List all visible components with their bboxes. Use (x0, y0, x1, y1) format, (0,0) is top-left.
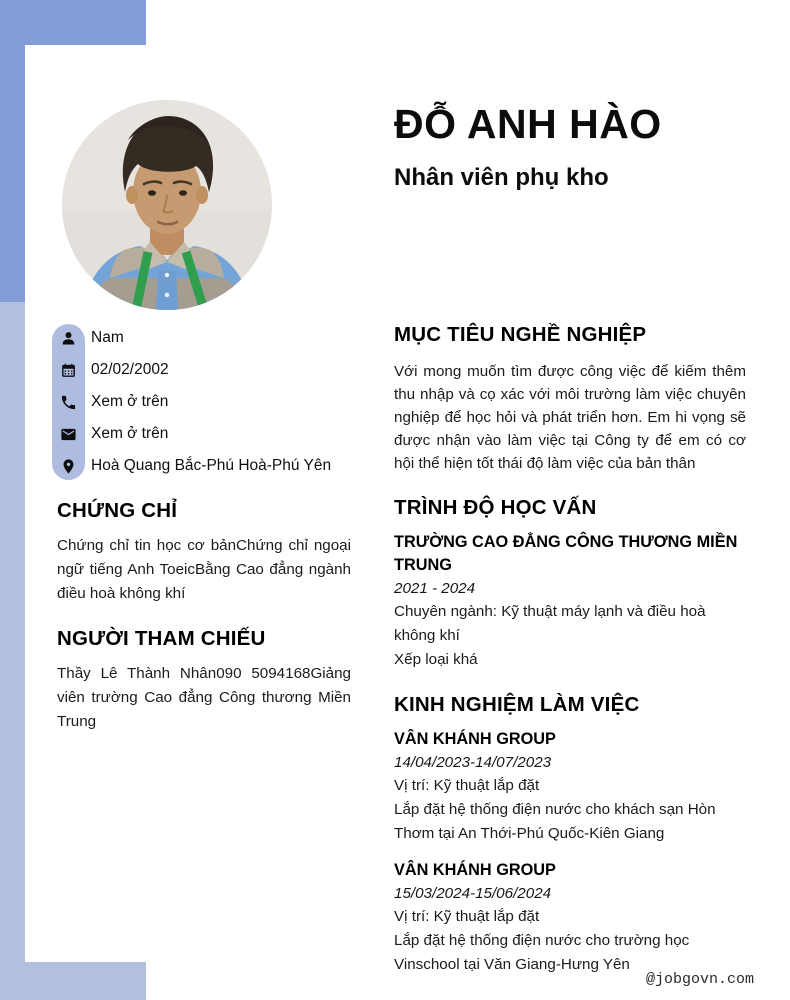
contact-value: Xem ở trên (91, 425, 169, 442)
phone-icon (52, 394, 85, 411)
job-position: Vị trí: Kỹ thuật lắp đặt (394, 777, 540, 794)
right-column (394, 322, 746, 977)
objective-body: Với mong muốn tìm được công việc để kiếm thêm thu nhập và cọ xác với môi trường làm việc chuyên nghiệp để học hỏi và phát triển hơn. Em hi vọng sẽ được nhận vào làm việc tại Công ty để em có cơ hội thể hiện tốt thái độ làm việc của bản thân (394, 363, 746, 472)
section-certificates (57, 498, 351, 606)
decoration-left-strip-top (0, 0, 25, 302)
references-heading: NGƯỜI THAM CHIẾU (57, 627, 266, 650)
section-objective (394, 322, 746, 475)
education-school: TRƯỜNG CAO ĐẲNG CÔNG THƯƠNG MIỀN TRUNG (394, 533, 738, 574)
section-education (394, 495, 746, 672)
header (394, 100, 764, 192)
job-position: Vị trí: Kỹ thuật lắp đặt (394, 908, 540, 925)
education-grade: Xếp loại khá (394, 651, 478, 668)
decoration-bottom-left-rect (0, 962, 146, 1000)
left-column (57, 498, 351, 734)
certificates-heading: CHỨNG CHỈ (57, 499, 178, 522)
education-major: Chuyên ngành: Kỹ thuật máy lạnh và điều hoà không khí (394, 603, 706, 644)
job-company: VÂN KHÁNH GROUP (394, 730, 556, 748)
calendar-icon (52, 362, 85, 379)
contact-info (52, 322, 382, 482)
profile-photo (62, 100, 272, 310)
certificates-body: Chứng chỉ tin học cơ bảnChứng chỉ ngoại ngữ tiếng Anh ToeicBằng Cao đẳng ngành điều hoà không khí (57, 537, 351, 602)
experience-job (394, 728, 746, 846)
contact-row-address (52, 450, 382, 482)
email-icon (52, 426, 85, 443)
contact-row-birthdate (52, 354, 382, 386)
education-period: 2021 - 2024 (394, 580, 476, 597)
watermark: @jobgovn.com (645, 971, 754, 988)
education-heading: TRÌNH ĐỘ HỌC VẤN (394, 496, 597, 519)
experience-job (394, 859, 746, 977)
job-company: VÂN KHÁNH GROUP (394, 861, 556, 879)
section-experience (394, 692, 746, 977)
contact-value: Nam (91, 329, 124, 346)
contact-value: 02/02/2002 (91, 361, 169, 378)
person-icon (52, 330, 85, 347)
job-period: 15/03/2024-15/06/2024 (394, 885, 552, 902)
contact-row-phone (52, 386, 382, 418)
contact-value: Hoà Quang Bắc-Phú Hoà-Phú Yên (91, 457, 332, 474)
candidate-job-title: Nhân viên phụ kho (394, 164, 609, 191)
job-description: Lắp đặt hệ thống điện nước cho trường học Vinschool tại Văn Giang-Hưng Yên (394, 932, 690, 973)
experience-heading: KINH NGHIỆM LÀM VIỆC (394, 693, 640, 716)
job-description: Lắp đặt hệ thống điện nước cho khách sạn Hòn Thơm tại An Thới-Phú Quốc-Kiên Giang (394, 801, 716, 842)
references-body: Thầy Lê Thành Nhân090 5094168Giảng viên trường Cao đẳng Công thương Miền Trung (57, 665, 351, 730)
job-period: 14/04/2023-14/07/2023 (394, 754, 552, 771)
candidate-name: ĐỖ ANH HÀO (394, 101, 662, 147)
location-icon (52, 458, 85, 475)
section-references (57, 626, 351, 734)
contact-row-email (52, 418, 382, 450)
objective-heading: MỤC TIÊU NGHỀ NGHIỆP (394, 323, 647, 346)
decoration-left-strip-bottom (0, 302, 25, 1000)
contact-value: Xem ở trên (91, 393, 169, 410)
contact-row-gender (52, 322, 382, 354)
